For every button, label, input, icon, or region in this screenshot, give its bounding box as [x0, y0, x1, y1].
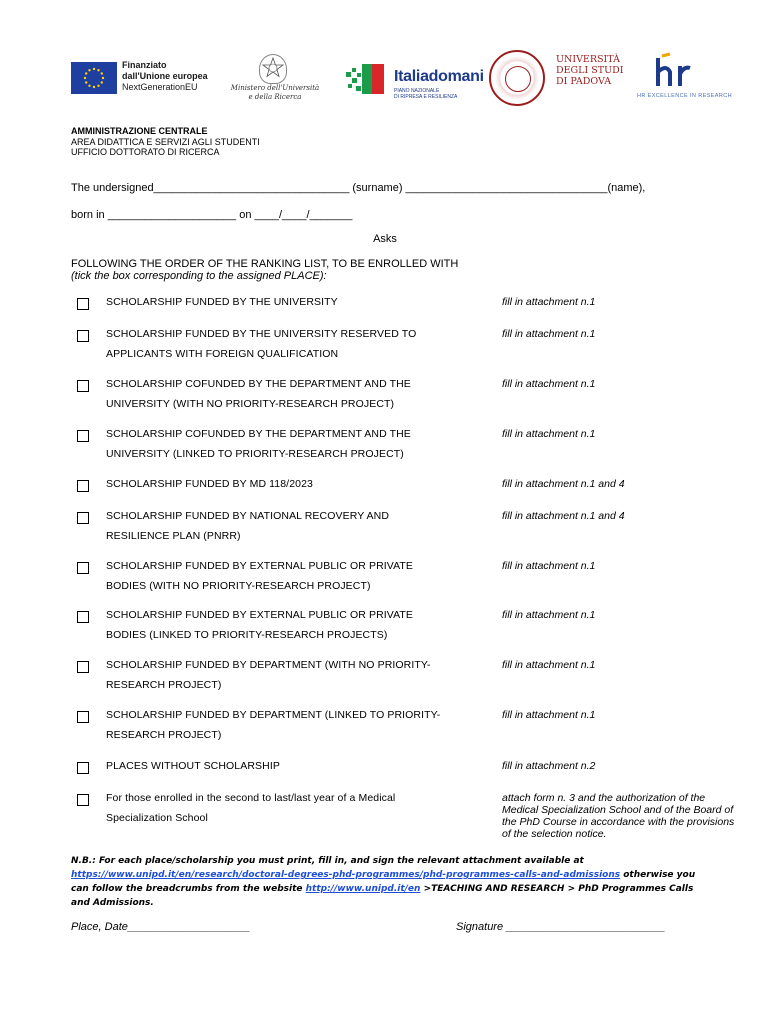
option-checkbox[interactable]: [77, 661, 89, 673]
option-label: SCHOLARSHIP FUNDED BY THE UNIVERSITY RESERVED TO APPLICANTS WITH FOREIGN QUALIFICATION: [106, 328, 417, 360]
nb-suffix: >TEACHING AND RESEARCH > PhD Programmes Calls and Admissions.: [71, 884, 694, 908]
nb-middle: otherwise you can follow the breadcrumbs from the website: [71, 870, 696, 894]
ministry-logo-text: Ministero dell'Università e della Ricerca: [230, 84, 320, 101]
option-checkbox[interactable]: [77, 611, 89, 623]
unipd-name: UNIVERSITÀ DEGLI STUDI DI PADOVA: [556, 54, 624, 87]
option-label: SCHOLARSHIP COFUNDED BY THE DEPARTMENT AND THE UNIVERSITY (LINKED TO PRIORITY-RESEARCH PROJECT): [106, 428, 411, 460]
eu-flag-icon: [71, 62, 117, 94]
option-attachment: fill in attachment n.1: [502, 378, 596, 390]
ranking-instruction: FOLLOWING THE ORDER OF THE RANKING LIST, TO BE ENROLLED WITH (tick the box corresponding to the assigned PLACE):: [71, 258, 459, 282]
option-label: SCHOLARSHIP FUNDED BY DEPARTMENT (LINKED TO PRIORITY-RESEARCH PROJECT): [106, 709, 441, 741]
option-attachment: fill in attachment n.1 and 4: [502, 510, 625, 522]
option-checkbox[interactable]: [77, 794, 89, 806]
signature-field[interactable]: Signature __________________________: [456, 921, 666, 933]
option-checkbox[interactable]: [77, 430, 89, 442]
birth-line[interactable]: born in _____________________ on ____/____/_______: [71, 209, 353, 221]
admissions-link[interactable]: https://www.unipd.it/en/research/doctoral-degrees-phd-programmes/phd-programmes-calls-and-admissions: [71, 870, 621, 880]
option-attachment: fill in attachment n.1: [502, 659, 596, 671]
office-line-3: UFFICIO DOTTORATO DI RICERCA: [71, 147, 220, 157]
nota-bene: [71, 854, 711, 910]
option-checkbox[interactable]: [77, 380, 89, 392]
unipd-seal-icon: [489, 50, 545, 106]
option-label: PLACES WITHOUT SCHOLARSHIP: [106, 760, 280, 772]
italiadomani-name: Italiadomani: [394, 68, 484, 85]
option-label: For those enrolled in the second to last/last year of a Medical Specialization School: [106, 792, 396, 824]
option-checkbox[interactable]: [77, 298, 89, 310]
option-attachment: fill in attachment n.1: [502, 560, 596, 572]
option-attachment: fill in attachment n.1: [502, 296, 596, 308]
option-checkbox[interactable]: [77, 711, 89, 723]
option-checkbox[interactable]: [77, 480, 89, 492]
eu-funding-text: Finanziato dall'Unione europea NextGenerationEU: [122, 60, 208, 92]
option-label: SCHOLARSHIP FUNDED BY EXTERNAL PUBLIC OR PRIVATE BODIES (LINKED TO PRIORITY-RESEARCH PROJECTS): [106, 609, 414, 641]
option-label: SCHOLARSHIP FUNDED BY MD 118/2023: [106, 478, 313, 490]
option-checkbox[interactable]: [77, 512, 89, 524]
hr-excellence-text: HR EXCELLENCE IN RESEARCH: [637, 93, 732, 99]
header-logos: [0, 40, 770, 120]
office-line-2: AREA DIDATTICA E SERVIZI AGLI STUDENTI: [71, 136, 260, 147]
option-attachment: fill in attachment n.2: [502, 760, 596, 772]
option-label: SCHOLARSHIP FUNDED BY EXTERNAL PUBLIC OR PRIVATE BODIES (WITH NO PRIORITY-RESEARCH PROJECT): [106, 560, 414, 592]
option-label: SCHOLARSHIP FUNDED BY DEPARTMENT (WITH NO PRIORITY-RESEARCH PROJECT): [106, 659, 431, 691]
option-attachment: fill in attachment n.1: [502, 428, 596, 440]
italiadomani-subtitle: PIANO NAZIONALE DI RIPRESA E RESILIENZA: [394, 88, 458, 100]
option-attachment: fill in attachment n.1: [502, 609, 596, 621]
option-label: SCHOLARSHIP FUNDED BY NATIONAL RECOVERY AND RESILIENCE PLAN (PNRR): [106, 510, 390, 542]
option-attachment: fill in attachment n.1 and 4: [502, 478, 625, 490]
option-checkbox[interactable]: [77, 330, 89, 342]
office-header: [71, 126, 260, 158]
option-checkbox[interactable]: [77, 562, 89, 574]
option-attachment: fill in attachment n.1: [502, 328, 596, 340]
nb-prefix: N.B.: For each place/scholarship you must print, fill in, and sign the relevant attachment available at: [71, 856, 584, 866]
option-checkbox[interactable]: [77, 762, 89, 774]
option-attachment: fill in attachment n.1: [502, 709, 596, 721]
option-label: SCHOLARSHIP COFUNDED BY THE DEPARTMENT AND THE UNIVERSITY (WITH NO PRIORITY-RESEARCH PROJECT): [106, 378, 411, 410]
office-line-1: AMMINISTRAZIONE CENTRALE: [71, 126, 208, 136]
italian-republic-emblem-icon: [259, 54, 287, 84]
italiadomani-mark-icon: [346, 60, 390, 98]
option-label: SCHOLARSHIP FUNDED BY THE UNIVERSITY: [106, 296, 338, 308]
place-date-field[interactable]: Place, Date____________________: [71, 921, 251, 933]
asks-heading: Asks: [373, 233, 397, 245]
option-attachment: attach form n. 3 and the authorization of the Medical Specialization School and of the Board of the PhD Course in accordance with the provisions of the selection notice.: [502, 792, 735, 840]
undersigned-line[interactable]: The undersigned________________________________ (surname) _________________________________(name),: [71, 182, 646, 194]
unipd-home-link[interactable]: http://www.unipd.it/en: [305, 884, 421, 894]
